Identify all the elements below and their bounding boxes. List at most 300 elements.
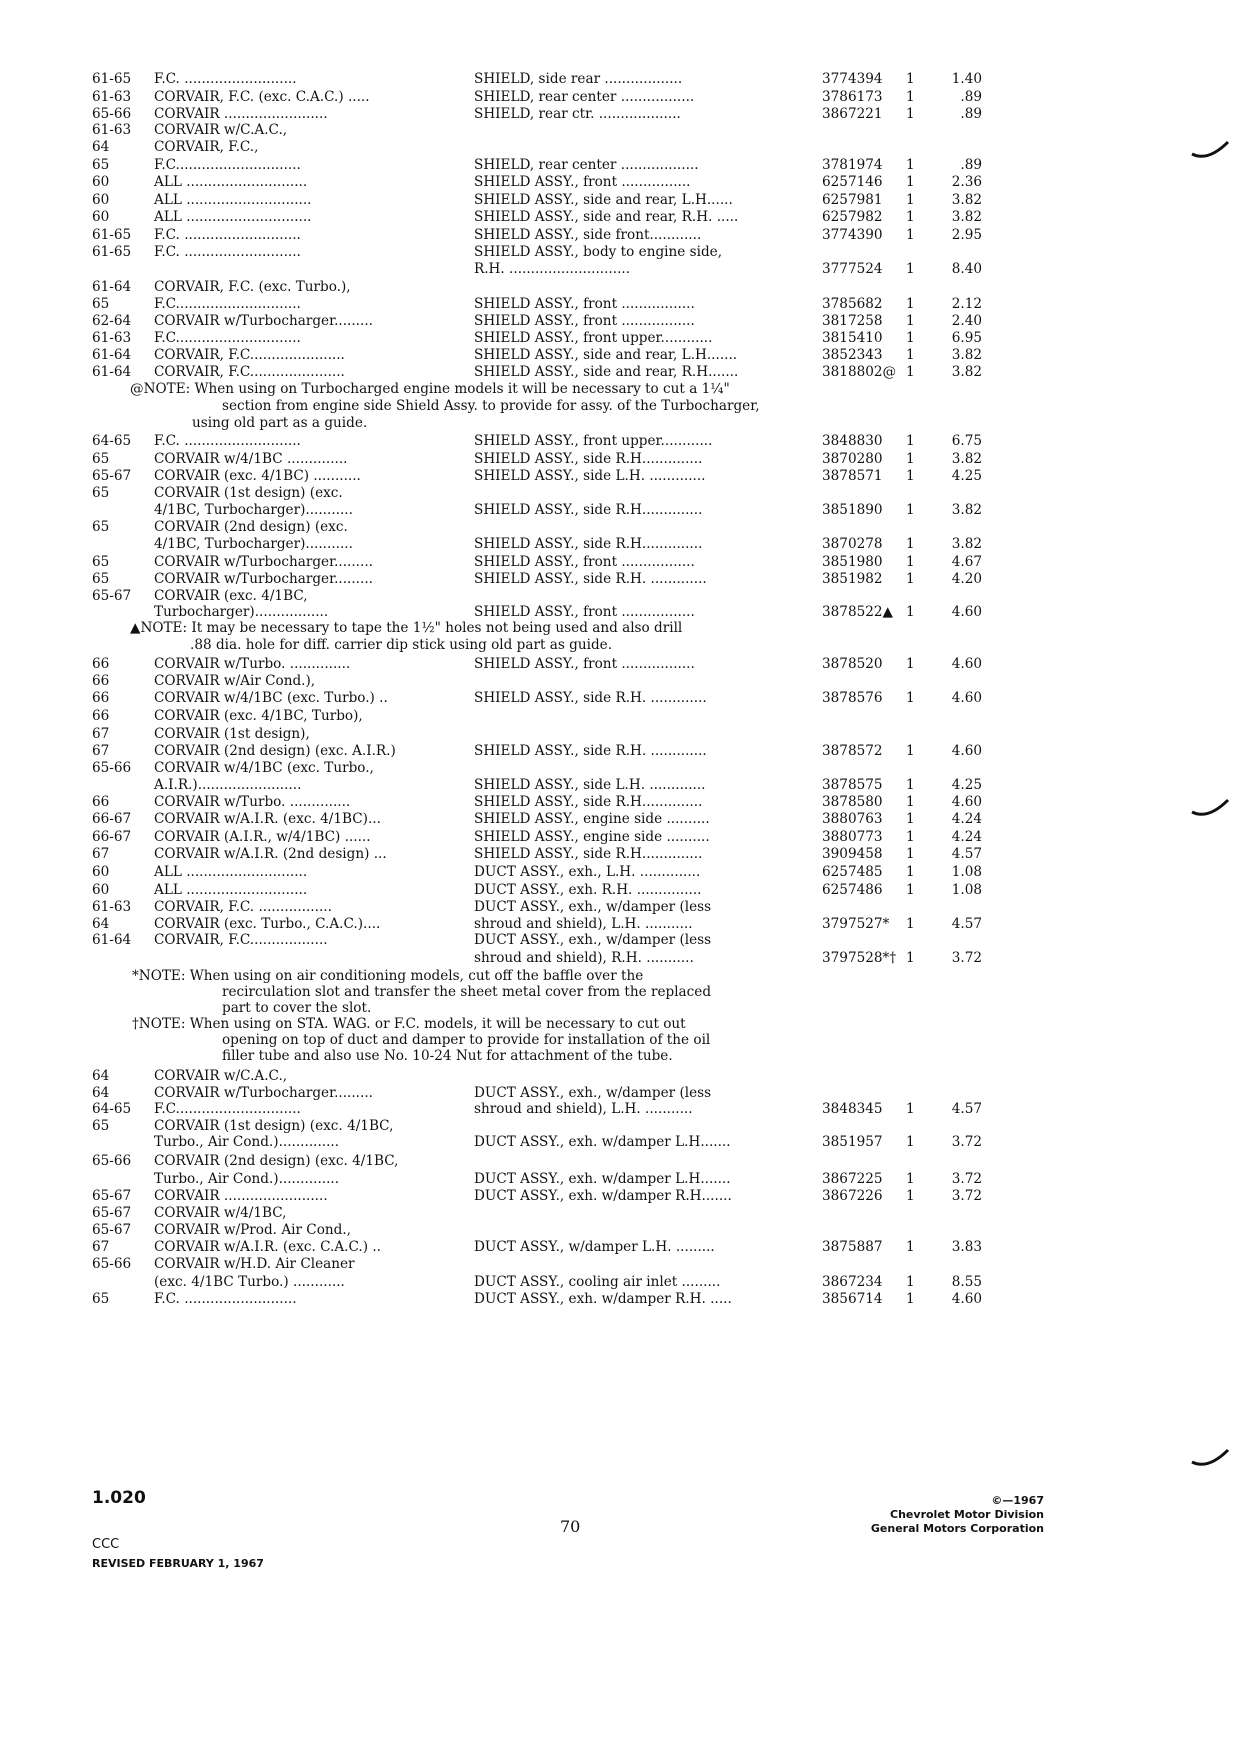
model-years-cell: 60 <box>92 209 110 225</box>
part-number-cell: 3878575 <box>822 777 883 793</box>
part-name-cell: SHIELD ASSY., side R.H. ............. <box>474 743 707 759</box>
part-number-cell: 3848830 <box>822 433 883 449</box>
quantity-cell: 1 <box>906 89 915 105</box>
model-years-cell: 64-65 <box>92 433 132 449</box>
price-cell: 3.72 <box>951 1188 982 1204</box>
model-years-cell: 64-65 <box>92 1101 132 1117</box>
quantity-cell: 1 <box>906 743 915 759</box>
quantity-cell: 1 <box>906 502 915 518</box>
part-name-cell: SHIELD ASSY., side L.H. ............. <box>474 777 706 793</box>
price-cell: .89 <box>960 157 982 173</box>
footnote-text: using old part as a guide. <box>192 415 368 431</box>
price-cell: 3.82 <box>951 451 982 467</box>
quantity-cell: 1 <box>906 106 915 122</box>
model-years-cell: 65 <box>92 519 110 535</box>
part-name-cell: shroud and shield), R.H. ........... <box>474 950 694 966</box>
applicability-cell: 4/1BC, Turbocharger)........... <box>154 502 353 518</box>
part-number-cell: 3870280 <box>822 451 883 467</box>
applicability-cell: CORVAIR (1st design) (exc. <box>154 485 343 501</box>
model-years-cell: 65-67 <box>92 1205 132 1221</box>
price-cell: 4.25 <box>951 468 982 484</box>
price-cell: 3.82 <box>951 347 982 363</box>
model-years-cell: 66 <box>92 673 110 689</box>
part-name-cell: SHIELD ASSY., front ................. <box>474 296 695 312</box>
applicability-cell: CORVAIR, F.C. ................. <box>154 899 332 915</box>
model-years-cell: 61-64 <box>92 364 132 380</box>
part-name-cell: SHIELD, rear ctr. ................... <box>474 106 681 122</box>
quantity-cell: 1 <box>906 174 915 190</box>
model-years-cell: 61-64 <box>92 347 132 363</box>
model-years-cell: 64 <box>92 1068 110 1084</box>
model-years-cell: 67 <box>92 1239 110 1255</box>
price-cell: 4.67 <box>951 554 982 570</box>
quantity-cell: 1 <box>906 864 915 880</box>
model-years-cell: 65 <box>92 157 110 173</box>
model-years-cell: 61-63 <box>92 330 132 346</box>
price-cell: 2.12 <box>951 296 982 312</box>
applicability-cell: 4/1BC, Turbocharger)........... <box>154 536 353 552</box>
model-years-cell: 65-67 <box>92 468 132 484</box>
part-number-cell: 3867226 <box>822 1188 883 1204</box>
applicability-cell: CORVAIR, F.C., <box>154 139 259 155</box>
part-name-cell: DUCT ASSY., exh. w/damper L.H....... <box>474 1134 731 1150</box>
part-number-cell: 3878522▲ <box>822 604 893 620</box>
applicability-cell: F.C. ........................... <box>154 433 301 449</box>
price-cell: 3.72 <box>951 950 982 966</box>
part-name-cell: SHIELD ASSY., front ................. <box>474 313 695 329</box>
part-name-cell: SHIELD ASSY., side R.H. ............. <box>474 571 707 587</box>
footnote-text: ▲NOTE: It may be necessary to tape the 1½" holes not being used and also drill <box>130 620 683 636</box>
applicability-cell: (exc. 4/1BC Turbo.) ............ <box>154 1274 345 1290</box>
model-years-cell: 60 <box>92 882 110 898</box>
model-years-cell: 66-67 <box>92 829 132 845</box>
part-number-cell: 3852343 <box>822 347 883 363</box>
quantity-cell: 1 <box>906 794 915 810</box>
part-name-cell: SHIELD ASSY., front ................. <box>474 656 695 672</box>
part-name-cell: DUCT ASSY., exh. w/damper R.H....... <box>474 1188 732 1204</box>
part-number-cell: 3878576 <box>822 690 883 706</box>
model-years-cell: 64 <box>92 1085 110 1101</box>
model-years-cell: 64 <box>92 916 110 932</box>
model-years-cell: 60 <box>92 192 110 208</box>
part-name-cell: SHIELD ASSY., body to engine side, <box>474 244 723 260</box>
part-name-cell: SHIELD ASSY., front ................. <box>474 604 695 620</box>
price-cell: 4.25 <box>951 777 982 793</box>
applicability-cell: CORVAIR (2nd design) (exc. A.I.R.) <box>154 743 396 759</box>
applicability-cell: CORVAIR w/A.I.R. (exc. C.A.C.) .. <box>154 1239 382 1255</box>
footnote-text: *NOTE: When using on air conditioning models, cut off the baffle over the <box>132 968 644 984</box>
part-name-cell: SHIELD ASSY., front upper............ <box>474 433 713 449</box>
price-cell: 4.60 <box>951 604 982 620</box>
quantity-cell: 1 <box>906 916 915 932</box>
part-number-cell: 6257982 <box>822 209 883 225</box>
part-name-cell: SHIELD ASSY., side and rear, L.H...... <box>474 192 733 208</box>
part-name-cell: SHIELD, rear center .................. <box>474 157 699 173</box>
part-number-cell: 3880773 <box>822 829 883 845</box>
price-cell: 3.82 <box>951 209 982 225</box>
applicability-cell: CORVAIR, F.C.................. <box>154 932 328 948</box>
footnote-text: @NOTE: When using on Turbocharged engine models it will be necessary to cut a 1¼" <box>130 381 730 397</box>
price-cell: 4.60 <box>951 743 982 759</box>
quantity-cell: 1 <box>906 536 915 552</box>
part-name-cell: DUCT ASSY., exh. w/damper L.H....... <box>474 1171 731 1187</box>
part-number-cell: 3851980 <box>822 554 883 570</box>
applicability-cell: Turbo., Air Cond.).............. <box>154 1171 340 1187</box>
part-number-cell: 3797528*† <box>822 950 897 966</box>
price-cell: 3.72 <box>951 1171 982 1187</box>
price-cell: 3.82 <box>951 364 982 380</box>
model-years-cell: 64 <box>92 139 110 155</box>
footnote-text: recirculation slot and transfer the sheet metal cover from the replaced <box>222 984 712 1000</box>
part-number-cell: 6257981 <box>822 192 883 208</box>
price-cell: 3.82 <box>951 536 982 552</box>
applicability-cell: CORVAIR w/Turbocharger......... <box>154 554 373 570</box>
model-years-cell: 65 <box>92 1291 110 1307</box>
applicability-cell: CORVAIR w/Prod. Air Cond., <box>154 1222 351 1238</box>
part-number-cell: 3818802@ <box>822 364 897 380</box>
part-name-cell: R.H. ............................ <box>474 261 631 277</box>
part-name-cell: DUCT ASSY., exh., L.H. .............. <box>474 864 701 880</box>
part-number-cell: 3875887 <box>822 1239 883 1255</box>
quantity-cell: 1 <box>906 347 915 363</box>
model-years-cell: 65-66 <box>92 1256 132 1272</box>
quantity-cell: 1 <box>906 468 915 484</box>
quantity-cell: 1 <box>906 777 915 793</box>
model-years-cell: 65-66 <box>92 1153 132 1169</box>
applicability-cell: F.C. ........................... <box>154 227 301 243</box>
price-cell: 4.57 <box>951 1101 982 1117</box>
model-years-cell: 66-67 <box>92 811 132 827</box>
applicability-cell: CORVAIR (2nd design) (exc. <box>154 519 348 535</box>
price-cell: 4.24 <box>951 829 982 845</box>
quantity-cell: 1 <box>906 71 915 87</box>
applicability-cell: CORVAIR, F.C. (exc. C.A.C.) ..... <box>154 89 370 105</box>
quantity-cell: 1 <box>906 656 915 672</box>
price-cell: 8.40 <box>951 261 982 277</box>
applicability-cell: A.I.R.)........................ <box>154 777 302 793</box>
applicability-cell: CORVAIR, F.C. (exc. Turbo.), <box>154 279 351 295</box>
applicability-cell: CORVAIR w/4/1BC (exc. Turbo., <box>154 760 374 776</box>
copyright: ©—1967 <box>991 1494 1044 1507</box>
model-years-cell: 61-65 <box>92 244 132 260</box>
applicability-cell: F.C. .......................... <box>154 1291 297 1307</box>
part-number-cell: 3878580 <box>822 794 883 810</box>
quantity-cell: 1 <box>906 1239 915 1255</box>
part-number-cell: 3797527* <box>822 916 890 932</box>
model-years-cell: 67 <box>92 726 110 742</box>
quantity-cell: 1 <box>906 1134 915 1150</box>
model-years-cell: 65 <box>92 554 110 570</box>
part-name-cell: SHIELD ASSY., side R.H.............. <box>474 794 703 810</box>
price-cell: 4.57 <box>951 846 982 862</box>
model-years-cell: 65-67 <box>92 588 132 604</box>
applicability-cell: CORVAIR w/Turbo. .............. <box>154 656 351 672</box>
part-name-cell: SHIELD, side rear .................. <box>474 71 683 87</box>
quantity-cell: 1 <box>906 1171 915 1187</box>
quantity-cell: 1 <box>906 829 915 845</box>
quantity-cell: 1 <box>906 433 915 449</box>
part-name-cell: DUCT ASSY., cooling air inlet ......... <box>474 1274 721 1290</box>
quantity-cell: 1 <box>906 554 915 570</box>
applicability-cell: CORVAIR (exc. 4/1BC) ........... <box>154 468 361 484</box>
part-number-cell: 3774394 <box>822 71 883 87</box>
part-name-cell: SHIELD ASSY., front ................. <box>474 554 695 570</box>
part-name-cell: SHIELD ASSY., engine side .......... <box>474 829 710 845</box>
model-years-cell: 66 <box>92 690 110 706</box>
applicability-cell: CORVAIR, F.C...................... <box>154 347 345 363</box>
price-cell: 4.57 <box>951 916 982 932</box>
applicability-cell: CORVAIR w/Turbo. .............. <box>154 794 351 810</box>
model-years-cell: 65 <box>92 485 110 501</box>
footnote-text: filler tube and also use No. 10-24 Nut for attachment of the tube. <box>222 1048 673 1064</box>
applicability-cell: CORVAIR w/Air Cond.), <box>154 673 316 689</box>
applicability-cell: CORVAIR ........................ <box>154 106 328 122</box>
price-cell: .89 <box>960 106 982 122</box>
applicability-cell: F.C............................. <box>154 296 301 312</box>
part-name-cell: SHIELD ASSY., side R.H.............. <box>474 846 703 862</box>
quantity-cell: 1 <box>906 1101 915 1117</box>
part-number-cell: 3786173 <box>822 89 883 105</box>
model-years-cell: 65-67 <box>92 1222 132 1238</box>
applicability-cell: CORVAIR w/4/1BC, <box>154 1205 287 1221</box>
model-years-cell: 61-63 <box>92 899 132 915</box>
applicability-cell: F.C. ........................... <box>154 244 301 260</box>
quantity-cell: 1 <box>906 846 915 862</box>
price-cell: 4.60 <box>951 794 982 810</box>
part-number-cell: 3851957 <box>822 1134 883 1150</box>
part-number-cell: 6257485 <box>822 864 883 880</box>
model-years-cell: 67 <box>92 743 110 759</box>
quantity-cell: 1 <box>906 882 915 898</box>
model-years-cell: 65 <box>92 451 110 467</box>
applicability-cell: ALL ............................ <box>154 882 308 898</box>
part-number-cell: 3851890 <box>822 502 883 518</box>
part-number-cell: 3856714 <box>822 1291 883 1307</box>
part-name-cell: SHIELD ASSY., side and rear, R.H....... <box>474 364 739 380</box>
price-cell: 1.08 <box>951 864 982 880</box>
price-cell: 4.24 <box>951 811 982 827</box>
corporation-name: General Motors Corporation <box>870 1522 1044 1535</box>
part-number-cell: 3777524 <box>822 261 883 277</box>
price-cell: 3.82 <box>951 192 982 208</box>
applicability-cell: CORVAIR (A.I.R., w/4/1BC) ...... <box>154 829 371 845</box>
part-name-cell: DUCT ASSY., w/damper L.H. ......... <box>474 1239 715 1255</box>
page-number: 70 <box>560 1517 581 1536</box>
model-years-cell: 65 <box>92 1118 110 1134</box>
part-number-cell: 3848345 <box>822 1101 883 1117</box>
quantity-cell: 1 <box>906 227 915 243</box>
catalog-code: CCC <box>92 1537 120 1552</box>
price-cell: 2.95 <box>951 227 982 243</box>
model-years-cell: 61-65 <box>92 71 132 87</box>
part-name-cell: DUCT ASSY., exh., w/damper (less <box>474 932 712 948</box>
footnote-text: part to cover the slot. <box>222 1000 372 1016</box>
part-number-cell: 3851982 <box>822 571 883 587</box>
part-name-cell: SHIELD ASSY., side front............ <box>474 227 702 243</box>
part-name-cell: DUCT ASSY., exh., w/damper (less <box>474 1085 712 1101</box>
check-mark-icon <box>1190 1448 1230 1470</box>
model-years-cell: 66 <box>92 794 110 810</box>
part-name-cell: shroud and shield), L.H. ........... <box>474 1101 693 1117</box>
part-number-cell: 3870278 <box>822 536 883 552</box>
part-number-cell: 3867234 <box>822 1274 883 1290</box>
quantity-cell: 1 <box>906 364 915 380</box>
model-years-cell: 65-66 <box>92 106 132 122</box>
applicability-cell: CORVAIR (2nd design) (exc. 4/1BC, <box>154 1153 399 1169</box>
part-number-cell: 6257146 <box>822 174 883 190</box>
model-years-cell: 61-63 <box>92 89 132 105</box>
part-number-cell: 3878571 <box>822 468 883 484</box>
check-mark-icon <box>1190 798 1230 820</box>
part-number-cell: 3781974 <box>822 157 883 173</box>
model-years-cell: 65 <box>92 296 110 312</box>
quantity-cell: 1 <box>906 192 915 208</box>
price-cell: 3.82 <box>951 502 982 518</box>
part-name-cell: SHIELD ASSY., side R.H.............. <box>474 451 703 467</box>
applicability-cell: F.C............................. <box>154 157 301 173</box>
applicability-cell: Turbocharger)................. <box>154 604 329 620</box>
applicability-cell: ALL ............................. <box>154 192 312 208</box>
applicability-cell: CORVAIR w/A.I.R. (2nd design) ... <box>154 846 387 862</box>
price-cell: 6.95 <box>951 330 982 346</box>
applicability-cell: CORVAIR w/4/1BC .............. <box>154 451 348 467</box>
quantity-cell: 1 <box>906 571 915 587</box>
price-cell: 1.08 <box>951 882 982 898</box>
check-mark-icon <box>1190 140 1230 162</box>
model-years-cell: 67 <box>92 846 110 862</box>
model-years-cell: 60 <box>92 864 110 880</box>
model-years-cell: 66 <box>92 708 110 724</box>
model-years-cell: 61-65 <box>92 227 132 243</box>
quantity-cell: 1 <box>906 209 915 225</box>
model-years-cell: 60 <box>92 174 110 190</box>
footnote-text: †NOTE: When using on STA. WAG. or F.C. models, it will be necessary to cut out <box>132 1016 686 1032</box>
footnote-text: opening on top of duct and damper to provide for installation of the oil <box>222 1032 711 1048</box>
price-cell: 8.55 <box>951 1274 982 1290</box>
quantity-cell: 1 <box>906 157 915 173</box>
price-cell: 1.40 <box>951 71 982 87</box>
part-name-cell: SHIELD ASSY., side L.H. ............. <box>474 468 706 484</box>
model-years-cell: 65-66 <box>92 760 132 776</box>
part-number-cell: 3867221 <box>822 106 883 122</box>
quantity-cell: 1 <box>906 690 915 706</box>
model-years-cell: 66 <box>92 656 110 672</box>
applicability-cell: CORVAIR w/A.I.R. (exc. 4/1BC)... <box>154 811 381 827</box>
applicability-cell: CORVAIR (exc. 4/1BC, Turbo), <box>154 708 363 724</box>
model-years-cell: 61-64 <box>92 932 132 948</box>
part-name-cell: DUCT ASSY., exh., w/damper (less <box>474 899 712 915</box>
applicability-cell: ALL ............................. <box>154 209 312 225</box>
model-years-cell: 65-67 <box>92 1188 132 1204</box>
part-name-cell: SHIELD ASSY., side R.H. ............. <box>474 690 707 706</box>
part-number-cell: 3774390 <box>822 227 883 243</box>
part-number-cell: 3817258 <box>822 313 883 329</box>
part-number-cell: 3878572 <box>822 743 883 759</box>
quantity-cell: 1 <box>906 1188 915 1204</box>
part-number-cell: 6257486 <box>822 882 883 898</box>
applicability-cell: CORVAIR w/Turbocharger......... <box>154 571 373 587</box>
price-cell: 4.60 <box>951 690 982 706</box>
applicability-cell: CORVAIR (exc. Turbo., C.A.C.).... <box>154 916 381 932</box>
price-cell: 4.20 <box>951 571 982 587</box>
applicability-cell: Turbo., Air Cond.).............. <box>154 1134 340 1150</box>
quantity-cell: 1 <box>906 313 915 329</box>
price-cell: .89 <box>960 89 982 105</box>
part-name-cell: DUCT ASSY., exh. R.H. ............... <box>474 882 702 898</box>
quantity-cell: 1 <box>906 950 915 966</box>
applicability-cell: ALL ............................ <box>154 174 308 190</box>
price-cell: 4.60 <box>951 1291 982 1307</box>
part-number-cell: 3867225 <box>822 1171 883 1187</box>
applicability-cell: F.C............................. <box>154 1101 301 1117</box>
division-name: Chevrolet Motor Division <box>890 1508 1044 1521</box>
part-name-cell: SHIELD ASSY., side and rear, R.H. ..... <box>474 209 739 225</box>
applicability-cell: CORVAIR w/H.D. Air Cleaner <box>154 1256 355 1272</box>
applicability-cell: F.C. .......................... <box>154 71 297 87</box>
applicability-cell: CORVAIR w/Turbocharger......... <box>154 1085 373 1101</box>
part-number-cell: 3878520 <box>822 656 883 672</box>
part-name-cell: SHIELD ASSY., side and rear, L.H....... <box>474 347 738 363</box>
model-years-cell: 61-63 <box>92 122 132 138</box>
quantity-cell: 1 <box>906 811 915 827</box>
part-name-cell: SHIELD ASSY., side R.H.............. <box>474 536 703 552</box>
part-name-cell: SHIELD ASSY., front ................ <box>474 174 691 190</box>
quantity-cell: 1 <box>906 330 915 346</box>
part-name-cell: SHIELD ASSY., side R.H.............. <box>474 502 703 518</box>
applicability-cell: CORVAIR, F.C...................... <box>154 364 345 380</box>
price-cell: 2.40 <box>951 313 982 329</box>
quantity-cell: 1 <box>906 451 915 467</box>
quantity-cell: 1 <box>906 296 915 312</box>
price-cell: 4.60 <box>951 656 982 672</box>
quantity-cell: 1 <box>906 604 915 620</box>
quantity-cell: 1 <box>906 261 915 277</box>
model-years-cell: 65 <box>92 571 110 587</box>
footnote-text: .88 dia. hole for diff. carrier dip stick using old part as guide. <box>190 637 613 653</box>
applicability-cell: CORVAIR ........................ <box>154 1188 328 1204</box>
price-cell: 3.72 <box>951 1134 982 1150</box>
part-name-cell: SHIELD, rear center ................. <box>474 89 695 105</box>
applicability-cell: CORVAIR (exc. 4/1BC, <box>154 588 308 604</box>
applicability-cell: CORVAIR (1st design), <box>154 726 310 742</box>
part-number-cell: 3785682 <box>822 296 883 312</box>
applicability-cell: CORVAIR w/4/1BC (exc. Turbo.) .. <box>154 690 388 706</box>
price-cell: 6.75 <box>951 433 982 449</box>
model-years-cell: 61-64 <box>92 279 132 295</box>
section-number: 1.020 <box>92 1488 146 1508</box>
part-number-cell: 3909458 <box>822 846 883 862</box>
applicability-cell: F.C............................. <box>154 330 301 346</box>
applicability-cell: ALL ............................ <box>154 864 308 880</box>
quantity-cell: 1 <box>906 1274 915 1290</box>
part-number-cell: 3815410 <box>822 330 883 346</box>
part-number-cell: 3880763 <box>822 811 883 827</box>
quantity-cell: 1 <box>906 1291 915 1307</box>
applicability-cell: CORVAIR w/C.A.C., <box>154 1068 288 1084</box>
part-name-cell: SHIELD ASSY., front upper............ <box>474 330 713 346</box>
price-cell: 3.83 <box>951 1239 982 1255</box>
applicability-cell: CORVAIR w/C.A.C., <box>154 122 288 138</box>
applicability-cell: CORVAIR (1st design) (exc. 4/1BC, <box>154 1118 394 1134</box>
revision-date: REVISED FEBRUARY 1, 1967 <box>92 1557 264 1570</box>
price-cell: 2.36 <box>951 174 982 190</box>
part-name-cell: shroud and shield), L.H. ........... <box>474 916 693 932</box>
footnote-text: section from engine side Shield Assy. to provide for assy. of the Turbocharger, <box>222 398 760 414</box>
model-years-cell: 62-64 <box>92 313 132 329</box>
part-name-cell: SHIELD ASSY., engine side .......... <box>474 811 710 827</box>
applicability-cell: CORVAIR w/Turbocharger......... <box>154 313 373 329</box>
part-name-cell: DUCT ASSY., exh. w/damper R.H. ..... <box>474 1291 732 1307</box>
